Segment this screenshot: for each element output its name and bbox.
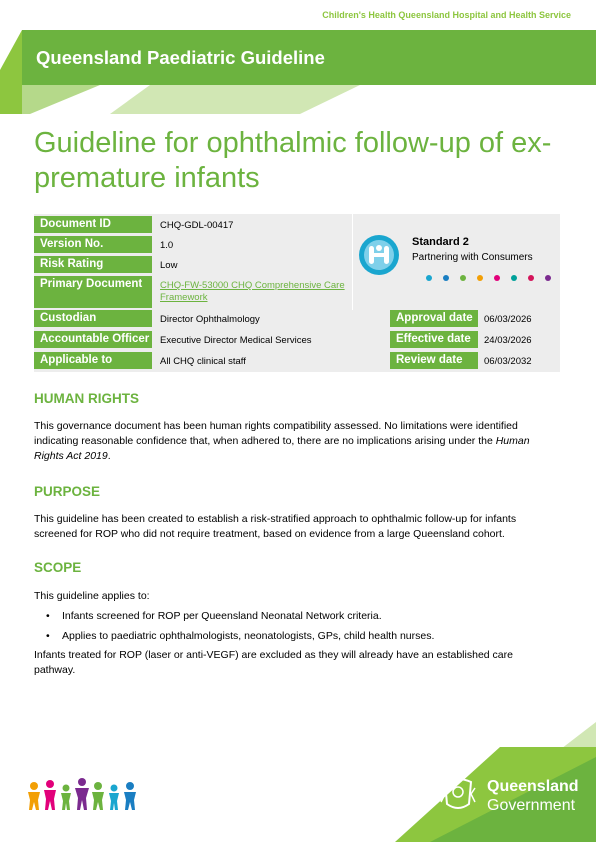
meta-label-document-id: Document ID [34,216,152,233]
date-value-review: 06/03/2032 [484,356,532,367]
meta-value-accountable: Executive Director Medical Services [160,335,312,346]
date-label-effective: Effective date [390,331,478,348]
meta-label-primary-document: Primary Document [34,276,152,308]
scope-exclusion-line-2: pathway. [34,664,76,676]
purpose-line-1: This guideline has been created to establish a risk-stratified approach to ophthalmic follow-up for infants [34,513,517,525]
banner-title: Queensland Paediatric Guideline [36,47,325,68]
scope-exclusion-line-1: Infants treated for ROP (laser or anti-VEGF) are excluded as they will already have an established care [34,649,513,661]
human-rights-line-3-text: . [107,450,111,462]
act-name-part-2: Rights Act 2019 [34,450,108,462]
list-item-text: Infants screened for ROP per Queensland Neonatal Network criteria. [62,610,382,622]
hhs-name: Children's Health Queensland Hospital and Health Service [322,10,571,20]
human-rights-line-1: This governance document has been human rights compatibility assessed. No limitations were identified [34,420,518,432]
human-rights-text [34,419,564,464]
meta-value-risk: Low [160,260,178,271]
purpose-line-2: screened for ROP who did not require treatment, based on evidence from a large Queensland cohort. [34,528,505,540]
bullet-icon: • [46,610,50,622]
dot-7 [545,275,551,281]
partnering-with-consumers-icon [358,234,400,276]
government-wordmark: Government [487,797,576,814]
standard-dots [426,275,551,281]
dot-6 [528,275,534,281]
scope-list [46,609,556,649]
list-item [46,609,556,629]
dot-3 [477,275,483,281]
dot-1 [443,275,449,281]
meta-label-risk: Risk Rating [34,256,152,273]
purpose-text [34,512,564,542]
meta-value-version: 1.0 [160,240,174,251]
scope-heading: SCOPE [34,560,82,575]
date-value-effective: 24/03/2026 [484,335,532,346]
date-label-review: Review date [390,352,478,369]
children-figures-icon [26,776,142,812]
dot-4 [494,275,500,281]
meta-value-document-id: CHQ-GDL-00417 [160,220,234,231]
meta-divider [352,214,353,310]
scope-exclusion-text [34,648,564,678]
queensland-crest-icon [437,774,479,814]
queensland-wordmark: Queensland [487,778,579,795]
meta-label-accountable: Accountable Officer [34,331,152,348]
dot-2 [460,275,466,281]
meta-label-custodian: Custodian [34,310,152,327]
dot-5 [511,275,517,281]
dot-0 [426,275,432,281]
list-item [46,629,556,649]
scope-intro: This guideline applies to: [34,590,150,602]
bullet-icon: • [46,630,50,642]
list-item-text: Applies to paediatric ophthalmologists, neonatologists, GPs, child health nurses. [62,630,435,642]
primary-document-link[interactable]: CHQ-FW-53000 CHQ Comprehensive Care Framework [160,280,345,303]
guideline-banner [0,30,596,114]
standard-title: Standard 2 [412,236,469,248]
document-meta-table [34,214,560,372]
meta-label-applicable: Applicable to [34,352,152,369]
act-name-part-1: Human [495,435,530,447]
banner-shapes [0,30,596,114]
meta-value-custodian: Director Ophthalmology [160,314,260,325]
human-rights-heading: HUMAN RIGHTS [34,391,139,406]
human-rights-line-3 [34,449,564,464]
standard-subtitle: Partnering with Consumers [412,252,533,263]
meta-value-applicable: All CHQ clinical staff [160,356,246,367]
meta-label-version: Version No. [34,236,152,253]
date-label-approval: Approval date [390,310,478,327]
date-value-approval: 06/03/2026 [484,314,532,325]
human-rights-line-2 [34,434,564,449]
human-rights-line-2-text: indicating reasonable confidence that, when adhered to, there are no implications arising under the [34,435,496,447]
purpose-heading: PURPOSE [34,484,101,499]
page-title: Guideline for ophthalmic follow-up of ex-premature infants [34,127,552,194]
